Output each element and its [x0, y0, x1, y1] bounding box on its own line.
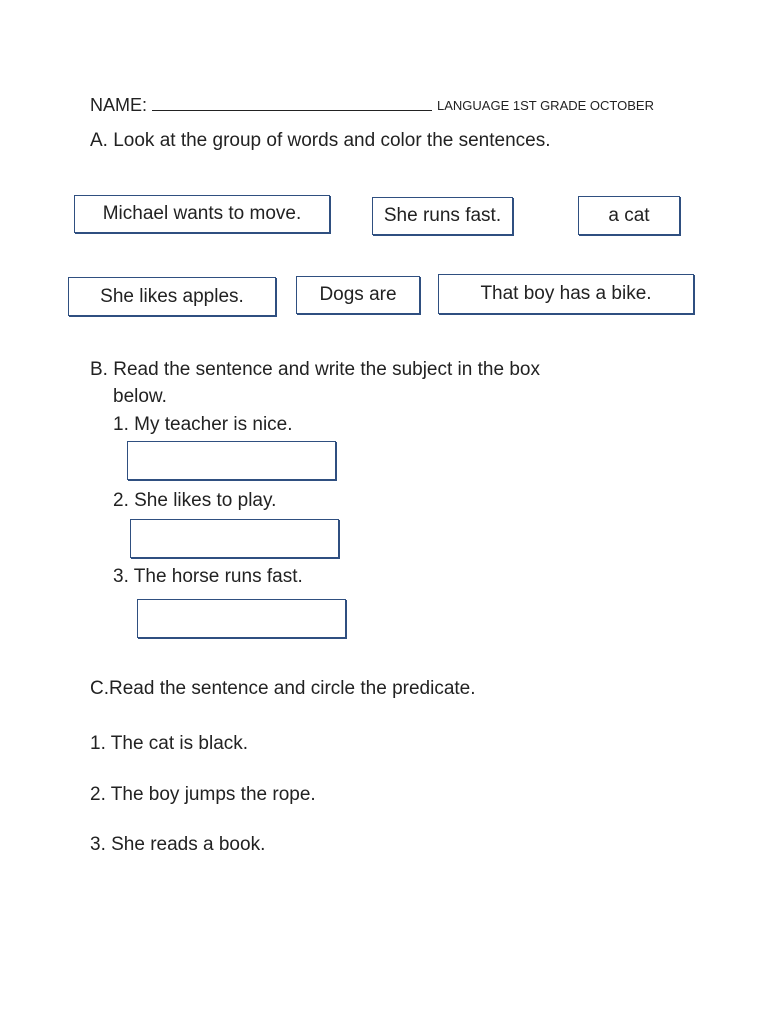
name-field[interactable] [152, 110, 432, 111]
subject-question: 2. She likes to play. [113, 490, 277, 511]
word-box[interactable]: Dogs are [296, 276, 420, 314]
word-box[interactable]: She likes apples. [68, 277, 276, 316]
subject-question: 1. My teacher is nice. [113, 414, 293, 435]
subject-question: 3. The horse runs fast. [113, 566, 303, 587]
section-c-instruction: C.Read the sentence and circle the predicate. [90, 678, 476, 699]
word-box[interactable]: Michael wants to move. [74, 195, 330, 233]
predicate-sentence[interactable]: 3. She reads a book. [90, 834, 266, 855]
subject-answer-box[interactable] [127, 441, 336, 480]
course-title: LANGUAGE 1ST GRADE OCTOBER [437, 98, 654, 113]
section-b-instruction: B. Read the sentence and write the subject in the box [90, 359, 540, 380]
word-box[interactable]: That boy has a bike. [438, 274, 694, 314]
word-box[interactable]: She runs fast. [372, 197, 513, 235]
predicate-sentence[interactable]: 1. The cat is black. [90, 733, 249, 754]
name-label: NAME: [90, 95, 148, 115]
section-b-instruction-cont: below. [113, 386, 167, 407]
subject-answer-box[interactable] [130, 519, 339, 558]
word-box[interactable]: a cat [578, 196, 680, 235]
section-a-instruction: A. Look at the group of words and color the sentences. [90, 130, 551, 151]
predicate-sentence[interactable]: 2. The boy jumps the rope. [90, 784, 316, 805]
subject-answer-box[interactable] [137, 599, 346, 638]
